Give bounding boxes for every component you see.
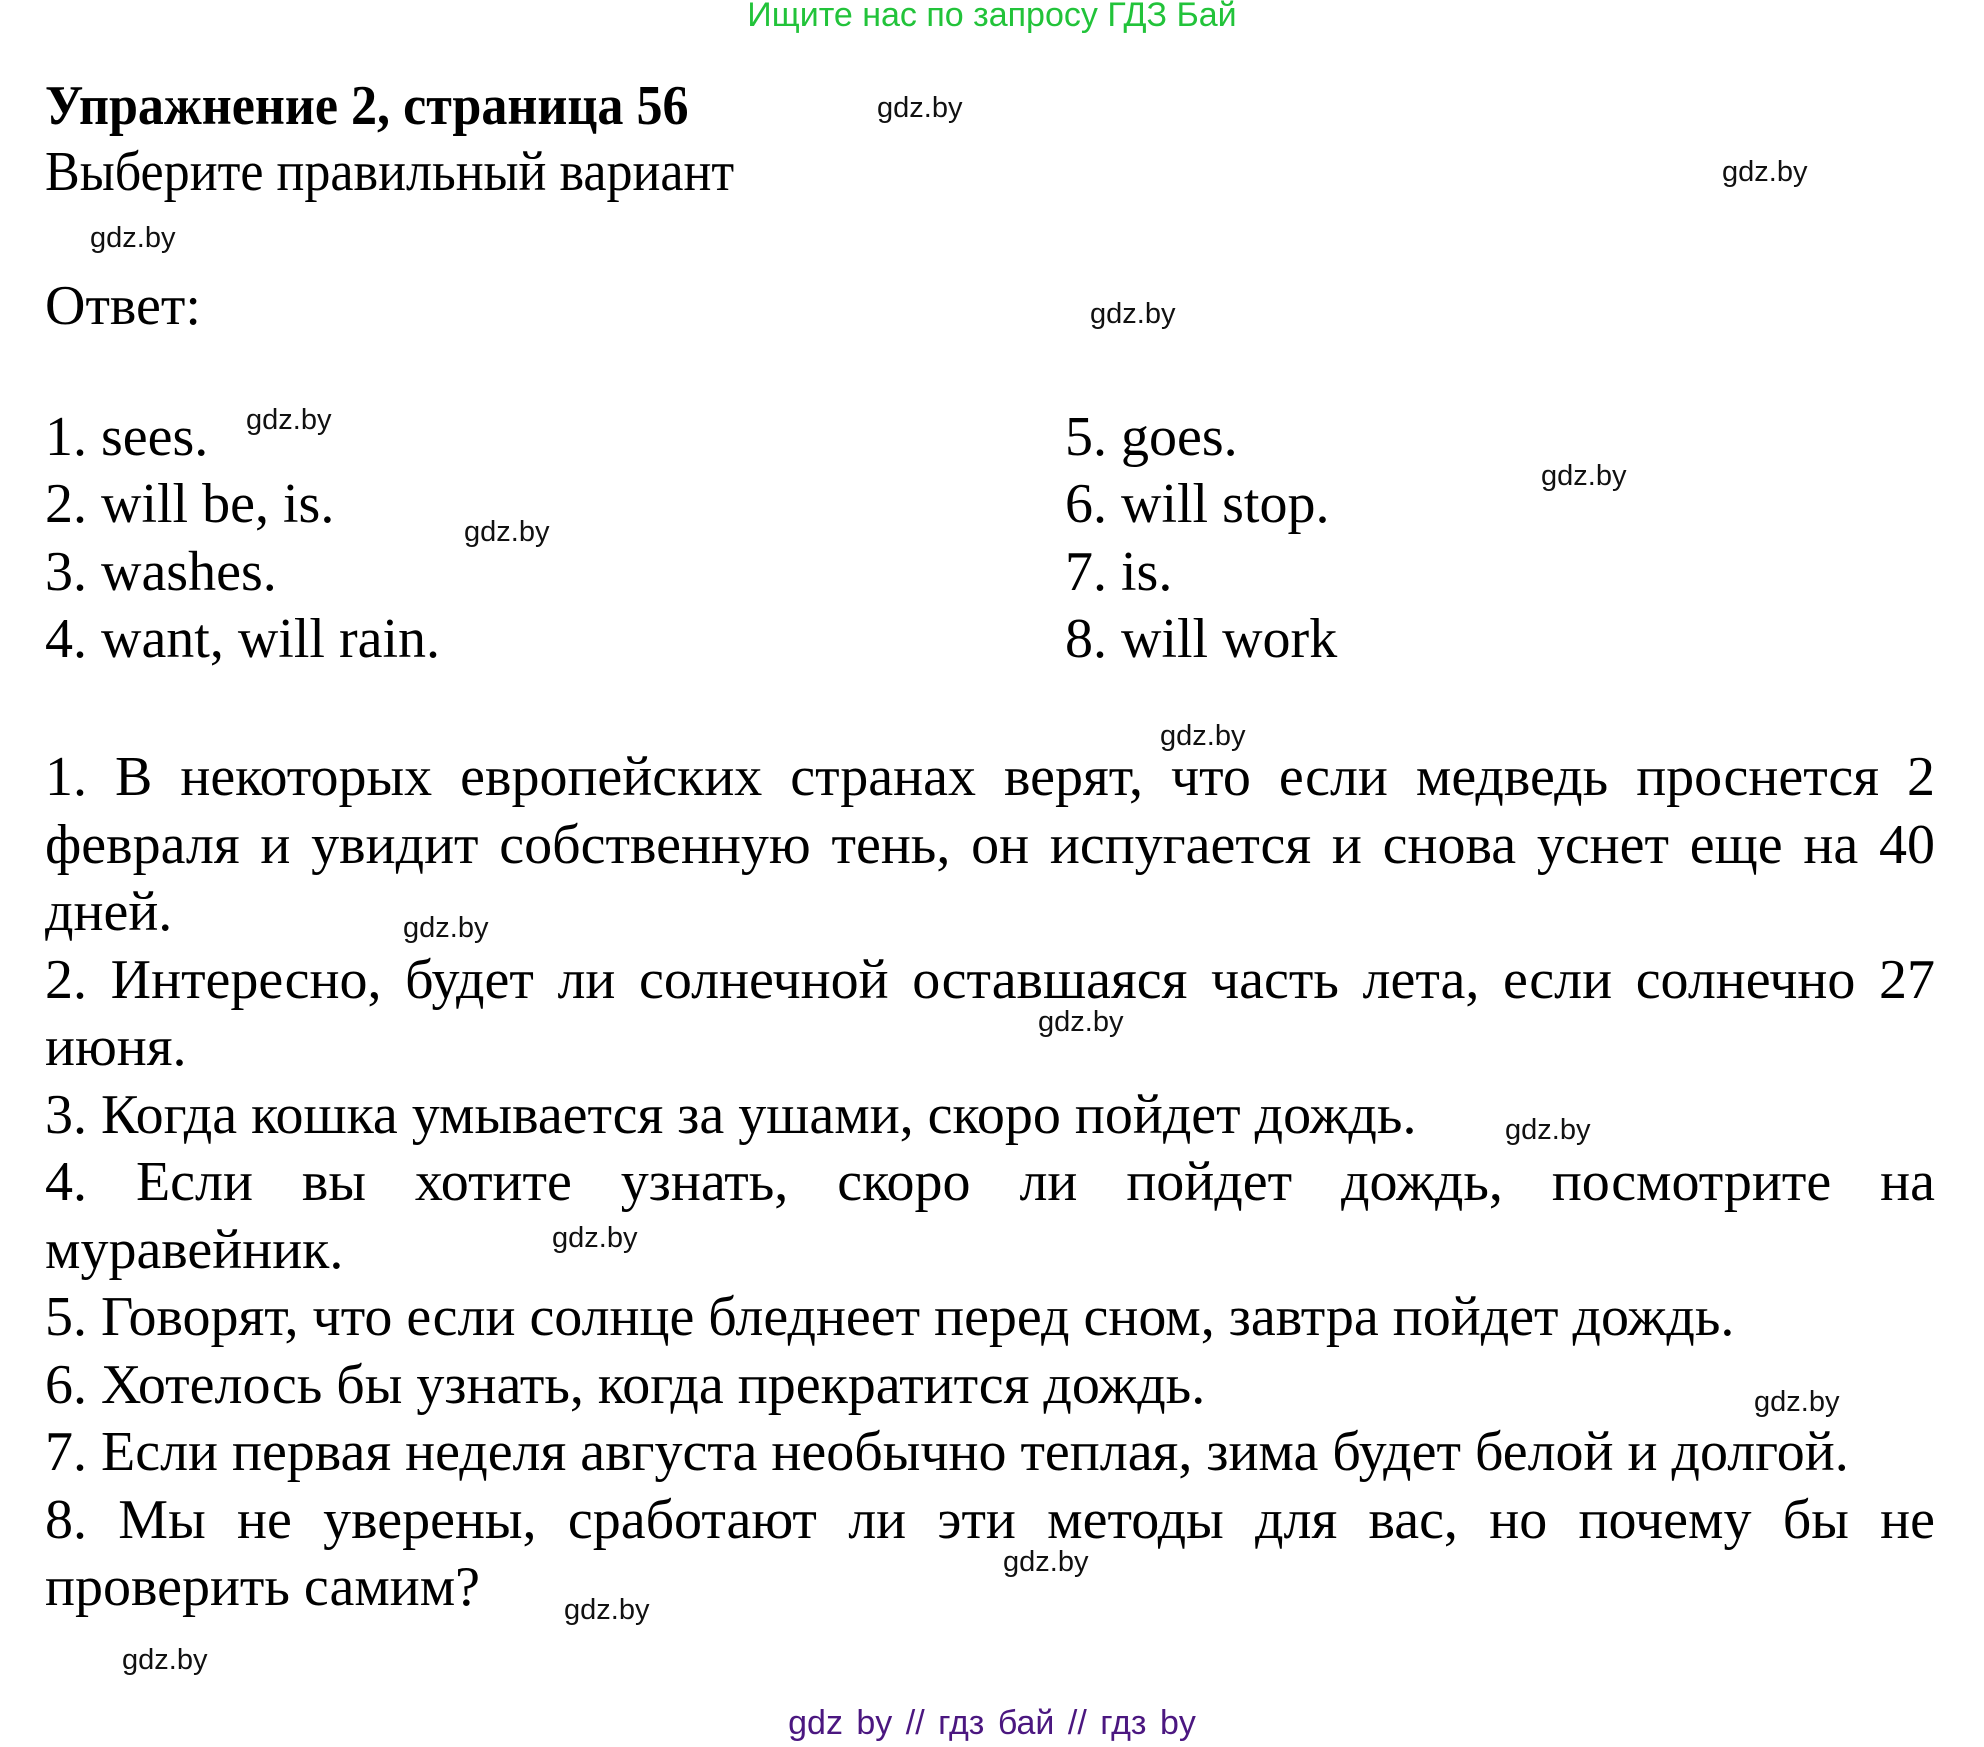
watermark: gdz.by xyxy=(1754,1386,1840,1418)
translation-1-line-1: 1. В некоторых европейских странах верят, что если медведь проснется 2 xyxy=(45,746,1935,808)
search-banner: Ищите нас по запросу ГДЗ Бай xyxy=(747,0,1237,34)
answer-item-4: 4. want, will rain. xyxy=(45,608,441,670)
answer-item-6: 6. will stop. xyxy=(1065,473,1330,535)
watermark: gdz.by xyxy=(1722,156,1808,188)
translation-8-line-1: 8. Мы не уверены, сработают ли эти методы для вас, но почему бы не xyxy=(45,1488,1935,1551)
watermark: gdz.by xyxy=(464,516,550,548)
watermark: gdz.by xyxy=(1038,1006,1124,1038)
answer-label: Ответ: xyxy=(45,275,201,337)
translation-1-line-2: февраля и увидит собственную тень, он испугается и снова уснет еще на 40 xyxy=(45,813,1935,876)
watermark: gdz.by xyxy=(1160,720,1246,752)
page-title: Упражнение 2, страница 56 xyxy=(45,75,689,137)
watermark: gdz.by xyxy=(90,222,176,254)
translation-7: 7. Если первая неделя августа необычно теплая, зима будет белой и долгой. xyxy=(45,1421,1849,1483)
answer-item-1: 1. sees. xyxy=(45,406,209,468)
translation-block xyxy=(45,744,1935,1622)
task-instruction: Выберите правильный вариант xyxy=(45,141,735,203)
answer-item-3: 3. washes. xyxy=(45,541,277,603)
answer-item-8: 8. will work xyxy=(1065,608,1338,670)
translation-4-line-1: 4. Если вы хотите узнать, скоро ли пойдет дождь, посмотрите на xyxy=(45,1151,1935,1213)
translation-2-line-1: 2. Интересно, будет ли солнечной оставшаяся часть лета, если солнечно 27 xyxy=(45,948,1935,1011)
answer-item-5: 5. goes. xyxy=(1065,406,1238,468)
watermark: gdz.by xyxy=(1090,298,1176,330)
translation-5: 5. Говорят, что если солнце бледнеет перед сном, завтра пойдет дождь. xyxy=(45,1286,1735,1348)
answer-item-7: 7. is. xyxy=(1065,541,1173,603)
watermark: gdz.by xyxy=(122,1644,208,1676)
watermark: gdz.by xyxy=(246,404,332,436)
translation-1-line-3: дней. xyxy=(45,881,173,943)
translation-6: 6. Хотелось бы узнать, когда прекратится дождь. xyxy=(45,1353,1206,1416)
watermark: gdz.by xyxy=(552,1222,638,1254)
watermark: gdz.by xyxy=(403,912,489,944)
watermark: gdz.by xyxy=(1003,1546,1089,1578)
watermark: gdz.by xyxy=(1541,460,1627,492)
watermark: gdz.by xyxy=(877,92,963,124)
translation-8-line-2: проверить самим? xyxy=(45,1556,481,1618)
footer-brand: gdz by // гдз бай // гдз by xyxy=(788,1704,1196,1742)
watermark: gdz.by xyxy=(1505,1114,1591,1146)
watermark: gdz.by xyxy=(564,1594,650,1626)
answer-item-2: 2. will be, is. xyxy=(45,473,335,535)
translation-4-line-2: муравейник. xyxy=(45,1218,344,1281)
translation-2-line-2: июня. xyxy=(45,1016,187,1078)
translation-3: 3. Когда кошка умывается за ушами, скоро пойдет дождь. xyxy=(45,1083,1417,1146)
